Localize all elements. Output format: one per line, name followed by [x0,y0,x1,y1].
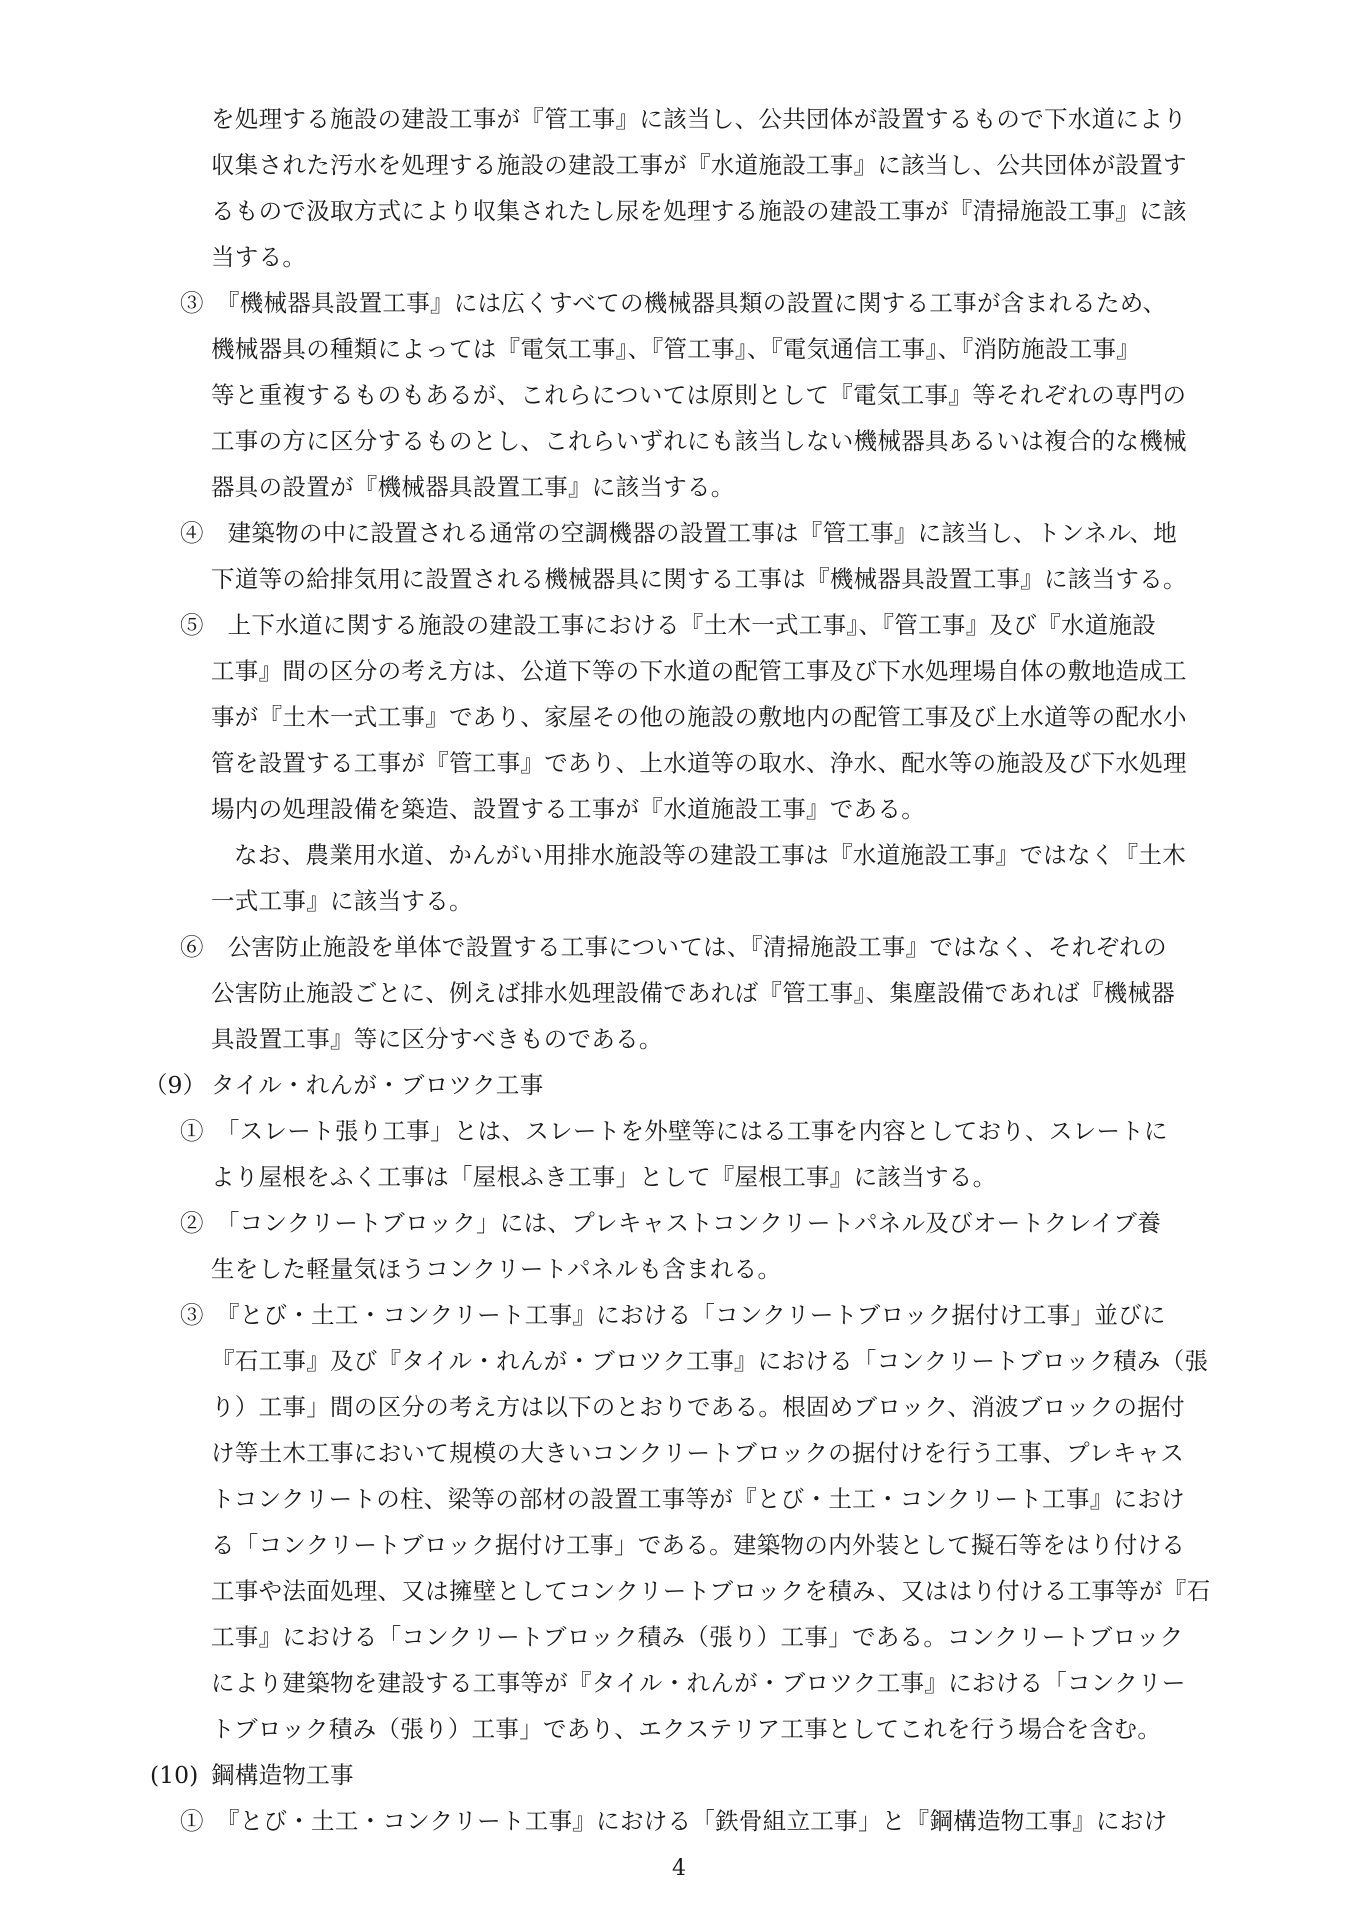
section-heading: 鋼構造物工事 [211,1761,354,1789]
body-line: により建築物を建設する工事等が『タイル・れんが・ブロツク工事』における「コンクリー [211,1669,1186,1697]
body-line: 『石工事』及び『タイル・れんが・ブロツク工事』における「コンクリートブロック積み（張 [211,1347,1209,1375]
list-item-2: ② 「コンクリートブロック」には、プレキャストコンクリートパネル及びオートクレイブ養 [180,1209,1162,1237]
body-line: を処理する施設の建設工事が『管工事』に該当し、公共団体が設置するもので下水道により [211,105,1187,133]
body-line: 工事』間の区分の考え方は、公道下等の下水道の配管工事及び下水処理場自体の敷地造成工 [211,657,1187,685]
body-line: 機械器具の種類によっては『電気工事』、『管工事』、『電気通信工事』、『消防施設工事』 [211,335,1141,363]
body-line: 公害防止施設ごとに、例えば排水処理設備であれば『管工事』、集塵設備であれば『機械器 [211,979,1176,1007]
body-line: 工事の方に区分するものとし、これらいずれにも該当しない機械器具あるいは複合的な機械 [211,427,1187,455]
page-number: 4 [672,1856,686,1881]
body-line: り）工事」間の区分の考え方は以下のとおりである。根固めブロック、消波ブロックの据付 [211,1393,1185,1421]
body-line: る「コンクリートブロック据付け工事」である。建築物の内外装として擬石等をはり付ける [211,1531,1186,1559]
list-item-1: ① 「スレート張り工事」とは、スレートを外壁等にはる工事を内容としており、スレートに [180,1117,1168,1145]
section-number: （9） [144,1071,206,1099]
body-line: トブロック積み（張り）工事」であり、エクステリア工事としてこれを行う場合を含む。 [211,1715,1162,1743]
body-line: 下道等の給排気用に設置される機械器具に関する工事は『機械器具設置工事』に該当する。 [211,565,1187,593]
body-line: 生をした軽量気ほうコンクリートパネルも含まれる。 [211,1255,782,1283]
list-item-5: ⑤ 上下水道に関する施設の建設工事における『土木一式工事』、『管工事』及び『水道施設 [180,611,1157,639]
body-line: 具設置工事』等に区分すべきものである。 [211,1025,663,1053]
body-line: 場内の処理設備を築造、設置する工事が『水道施設工事』である。 [211,795,925,823]
list-item-4: ④ 建築物の中に設置される通常の空調機器の設置工事は『管工事』に該当し、トンネル、地 [180,519,1178,547]
body-line: け等土木工事において規模の大きいコンクリートブロックの据付けを行う工事、プレキャス [211,1439,1185,1467]
body-line: 一式工事』に該当する。 [211,887,473,915]
list-item-1: ① 『とび・土工・コンクリート工事』における「鉄骨組立工事」と『鋼構造物工事』におけ [180,1807,1168,1835]
body-line: 管を設置する工事が『管工事』であり、上水道等の取水、浄水、配水等の施設及び下水処理 [211,749,1187,777]
body-line: 器具の設置が『機械器具設置工事』に該当する。 [211,473,735,501]
list-item-6: ⑥ 公害防止施設を単体で設置する工事については、『清掃施設工事』ではなく、それぞれの [180,933,1167,961]
body-line: 等と重複するものもあるが、これらについては原則として『電気工事』等それぞれの専門の [211,381,1187,409]
body-line: なお、農業用水道、かんがい用排水施設等の建設工事は『水道施設工事』ではなく『土木 [234,841,1186,869]
body-line: 事が『土木一式工事』であり、家屋その他の施設の敷地内の配管工事及び上水道等の配水小 [211,703,1187,731]
body-line: 収集された汚水を処理する施設の建設工事が『水道施設工事』に該当し、公共団体が設置す [211,151,1187,179]
section-heading: タイル・れんが・ブロツク工事 [211,1071,544,1099]
body-line: るもので汲取方式により収集されたし尿を処理する施設の建設工事が『清掃施設工事』に該 [211,197,1187,225]
body-line: 工事や法面処理、又は擁壁としてコンクリートブロックを積み、又ははり付ける工事等が『石 [211,1577,1211,1605]
section-number: (10) [150,1761,199,1789]
body-line: 工事』における「コンクリートブロック積み（張り）工事」である。コンクリートブロック [211,1623,1184,1651]
list-item-3: ③ 『とび・土工・コンクリート工事』における「コンクリートブロック据付け工事」並びに [180,1301,1166,1329]
body-line: より屋根をふく工事は「屋根ふき工事」として『屋根工事』に該当する。 [211,1163,997,1191]
body-line: 当する。 [211,243,307,271]
body-line: トコンクリートの柱、梁等の部材の設置工事等が『とび・土工・コンクリート工事』におけ [211,1485,1185,1513]
list-item-3: ③ 『機械器具設置工事』には広くすべての機械器具類の設置に関する工事が含まれるため、 [180,289,1167,317]
